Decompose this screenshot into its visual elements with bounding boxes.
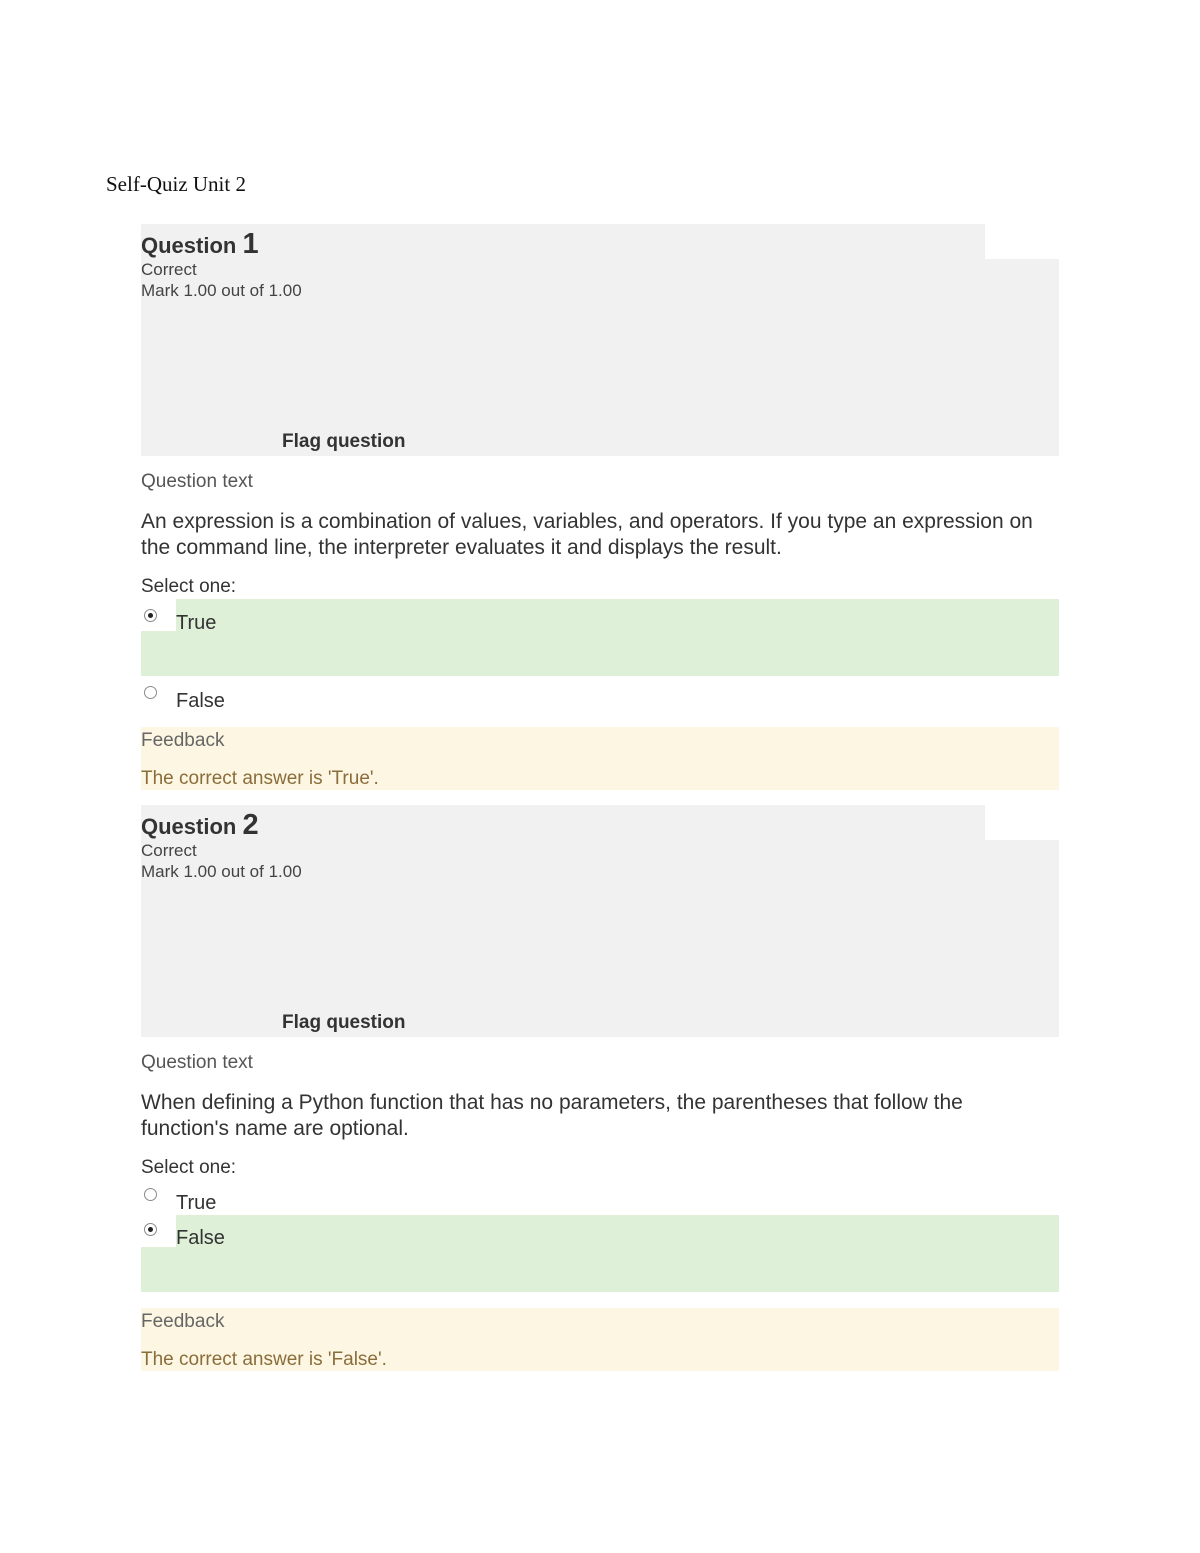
answer-label-true: True [176,612,217,634]
radio-true[interactable] [144,609,157,622]
question-number [141,228,259,261]
flag-question-link[interactable]: Flag question [282,431,406,452]
feedback-text: The correct answer is 'False'. [141,1349,387,1370]
question-info-header [141,224,985,259]
answer-option-false[interactable] [141,1215,1059,1292]
feedback-text: The correct answer is 'True'. [141,768,379,789]
question-grade: Mark 1.00 out of 1.00 [141,281,302,300]
select-one-label: Select one: [141,576,237,597]
question-block-1 [141,224,1059,794]
question-text-label: Question text [141,471,253,492]
answer-option-true[interactable] [141,1181,1059,1215]
question-state: Correct [141,260,197,279]
feedback-title: Feedback [141,730,225,751]
answer-label-true: True [176,1192,217,1214]
question-info-header [141,805,985,840]
feedback-panel [141,727,1059,790]
correct-answer-highlight [176,599,1059,676]
question-grade: Mark 1.00 out of 1.00 [141,862,302,881]
question-number [141,809,259,842]
radio-true[interactable] [144,1188,157,1201]
correct-answer-highlight [141,1247,176,1292]
answer-label-false: False [176,1227,225,1249]
answer-option-false[interactable] [141,682,1059,716]
question-number-value: 1 [242,228,259,260]
radio-false[interactable] [144,686,157,699]
correct-answer-highlight [141,631,176,676]
question-state: Correct [141,841,197,860]
correct-answer-highlight [176,1215,1059,1292]
question-block-2 [141,805,1059,1375]
question-text: An expression is a combination of values, variables, and operators. If you type an expression on the command line, the interpreter evaluates it and displays the result. [141,510,1033,559]
radio-false[interactable] [144,1223,157,1236]
flag-question-link[interactable]: Flag question [282,1012,406,1033]
feedback-panel [141,1308,1059,1371]
question-heading: Question [141,814,237,839]
question-text-label: Question text [141,1052,253,1073]
answer-label-false: False [176,690,225,712]
question-heading: Question [141,233,237,258]
select-one-label: Select one: [141,1157,237,1178]
question-text: When defining a Python function that has no parameters, the parentheses that follow the function's name are optional. [141,1091,963,1140]
feedback-title: Feedback [141,1311,225,1332]
answer-option-true[interactable] [141,599,1059,676]
document-title: Self-Quiz Unit 2 [106,172,246,196]
question-number-value: 2 [242,809,259,841]
